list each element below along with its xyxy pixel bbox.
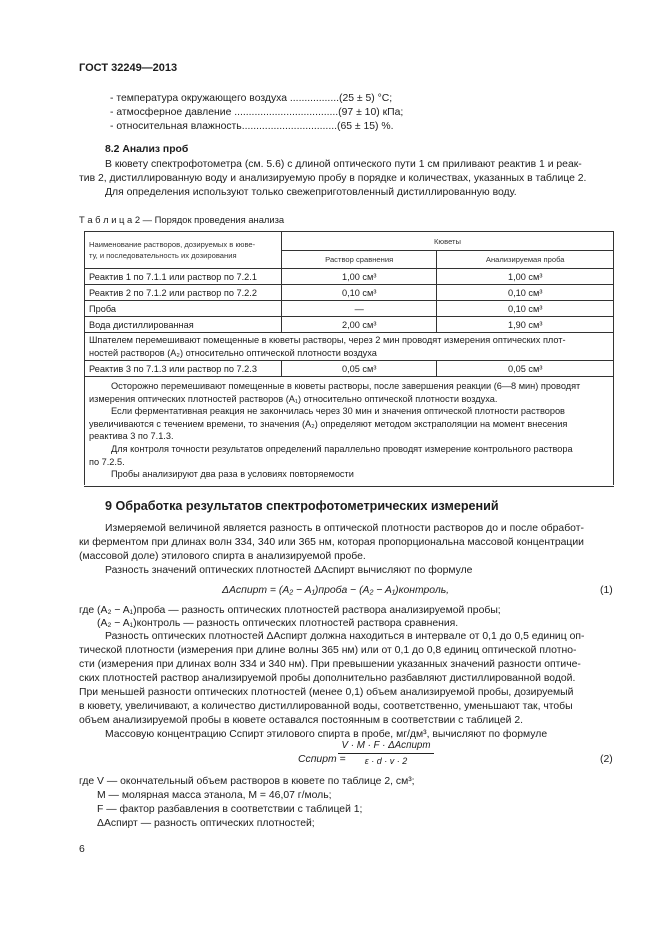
condition-pressure: - атмосферное давление ....................................(97 ± 10) кПа; xyxy=(110,107,404,118)
where-2-line: F — фактор разбавления в соответствии с таблицей 1; xyxy=(97,804,363,815)
row-ref: 1,00 см³ xyxy=(282,269,437,285)
row-sample: 1,90 см³ xyxy=(437,317,614,333)
row-ref: 0,10 см³ xyxy=(282,285,437,301)
formula-2-numerator: V · M · F · ΔAспирт xyxy=(341,740,431,751)
section-9-text: Массовую концентрацию Cспирт этилового спирта в пробе, мг/дм³, вычисляют по формуле xyxy=(105,729,548,740)
table-row xyxy=(85,301,614,317)
formula-2-number: (2) xyxy=(600,754,613,765)
header-sample: Анализируемая проба xyxy=(437,251,614,269)
row-ref: 2,00 см³ xyxy=(282,317,437,333)
table-caption: Т а б л и ц а 2 — Порядок проведения анализа xyxy=(79,214,285,225)
section-8-2-text: В кювету спектрофотометра (см. 5.6) с длиной оптического пути 1 см приливают реактив 1 и реак- xyxy=(105,159,582,170)
analysis-table xyxy=(84,231,614,485)
section-9-text: ки ферментом при длинах волн 334, 340 или 365 нм, которая пропорциональна массовой концентрации xyxy=(79,537,584,548)
section-9-text: Разность оптических плотностей ΔAспирт должна находиться в интервале от 0,1 до 0,5 единиц оп- xyxy=(105,631,585,642)
table-row xyxy=(85,285,614,301)
where-2-line: ΔAспирт — разность оптических плотностей; xyxy=(97,818,315,829)
formula-1: ΔAспирт = (A₂ − A₁)проба − (A₂ − A₁)контроль, xyxy=(222,585,450,596)
table-notes-row xyxy=(85,377,614,485)
page-number: 6 xyxy=(79,844,85,855)
section-9-text: При меньшей разности оптических плотностей (менее 0,1) объем анализируемой пробы, дозируемый xyxy=(79,687,574,698)
fraction-bar xyxy=(338,753,434,754)
section-8-2-heading: 8.2 Анализ проб xyxy=(105,144,189,155)
section-9-text: ских плотностей раствор анализируемой пробы дополнительно разбавляют дистиллированной водой. xyxy=(79,673,576,684)
section-9-text: Измеряемой величиной является разность в оптической плотности растворов до и после обработ- xyxy=(105,523,584,534)
where-1-line: где (A₂ − A₁)проба — разность оптических плотностей раствора анализируемой пробы; xyxy=(79,605,501,616)
section-9-text: объем анализируемой пробы в кювете оставался постоянным в соответствии с таблицей 2. xyxy=(79,715,523,726)
section-9-text: в кювету, увеличивают, а количество дистиллированной воды, соответственно, уменьшают так, чтобы xyxy=(79,701,573,712)
where-2-line: где V — окончательный объем растворов в кювете по таблице 2, см³; xyxy=(79,776,415,787)
document-header: ГОСТ 32249—2013 xyxy=(79,62,178,74)
row-name: Реактив 2 по 7.1.2 или раствор по 7.2.2 xyxy=(85,285,282,301)
section-8-2-text: тив 2, дистиллированную воду и анализируемую пробу в порядке и количествах, указанных в таблице 2. xyxy=(79,173,587,184)
notes-cell: Осторожно перемешивают помещенные в кюветы растворы, после завершения реакции (6—8 мин) проводят измерения оптических плотностей растворов (A₁) относительно оптической плотности воздуха. Если ферментативная реакция не закончилась через 30 мин и значения оптической плотности растворов увеличиваются с течением времени, то значения (A₂) определяют методом экстраполяции на момент внесения реактива 3 по 7.1.3. Для контроля точности результатов определений параллельно проводят измерение контрольного раствора по 7.2.5. Пробы анализируют два раза в условиях повторяемости xyxy=(85,377,614,485)
section-9-text: тической плотности (измерения при длине волны 365 нм) или от 0,1 до 0,8 единиц оптической плотно- xyxy=(79,645,577,656)
formula-1-number: (1) xyxy=(600,585,613,596)
row-sample: 1,00 см³ xyxy=(437,269,614,285)
formula-2-fraction xyxy=(338,740,434,766)
header-cuvettes: Кюветы xyxy=(282,232,614,251)
row-name: Проба xyxy=(85,301,282,317)
condition-temperature: - температура окружающего воздуха .................(25 ± 5) °С; xyxy=(110,93,393,104)
table-bottom-rule xyxy=(84,486,614,487)
table-span-row xyxy=(85,333,614,361)
formula-2-denominator: ε · d · v · 2 xyxy=(364,756,408,766)
header-name-cell: Наименование растворов, дозируемых в кюве- ту, и последовательность их дозирования xyxy=(85,232,282,269)
span-instruction: Шпателем перемешивают помещенные в кюветы растворы, через 2 мин проводят измерения оптических плот- ностей растворов (A₂) относительно оптической плотности воздуха xyxy=(85,333,614,361)
section-9-heading: 9 Обработка результатов спектрофотометрических измерений xyxy=(105,499,499,513)
formula-2-lhs: Cспирт = xyxy=(298,754,346,765)
row-sample: 0,10 см³ xyxy=(437,301,614,317)
row-name: Реактив 3 по 7.1.3 или раствор по 7.2.3 xyxy=(85,361,282,377)
row-ref: — xyxy=(282,301,437,317)
table-row xyxy=(85,317,614,333)
header-reference: Раствор сравнения xyxy=(282,251,437,269)
section-9-text: (массовой доле) этилового спирта в анализируемой пробе. xyxy=(79,551,366,562)
row-sample: 0,10 см³ xyxy=(437,285,614,301)
section-9-text: сти (измерения при длинах волн 334 и 340 нм). При превышении указанных значений разности оптиче- xyxy=(79,659,581,670)
section-9-text: Разность значений оптических плотностей ΔAспирт вычисляют по формуле xyxy=(105,565,473,576)
table-row xyxy=(85,361,614,377)
table-row xyxy=(85,269,614,285)
row-name: Реактив 1 по 7.1.1 или раствор по 7.2.1 xyxy=(85,269,282,285)
section-8-2-text: Для определения используют только свежеприготовленный дистиллированную воду. xyxy=(105,187,517,198)
row-sample: 0,05 см³ xyxy=(437,361,614,377)
where-1-line: (A₂ − A₁)контроль — разность оптических плотностей раствора сравнения. xyxy=(97,618,459,629)
condition-humidity: - относительная влажность.................................(65 ± 15) %. xyxy=(110,121,394,132)
row-ref: 0,05 см³ xyxy=(282,361,437,377)
row-name: Вода дистиллированная xyxy=(85,317,282,333)
where-2-line: M — молярная масса этанола, M = 46,07 г/моль; xyxy=(97,790,332,801)
